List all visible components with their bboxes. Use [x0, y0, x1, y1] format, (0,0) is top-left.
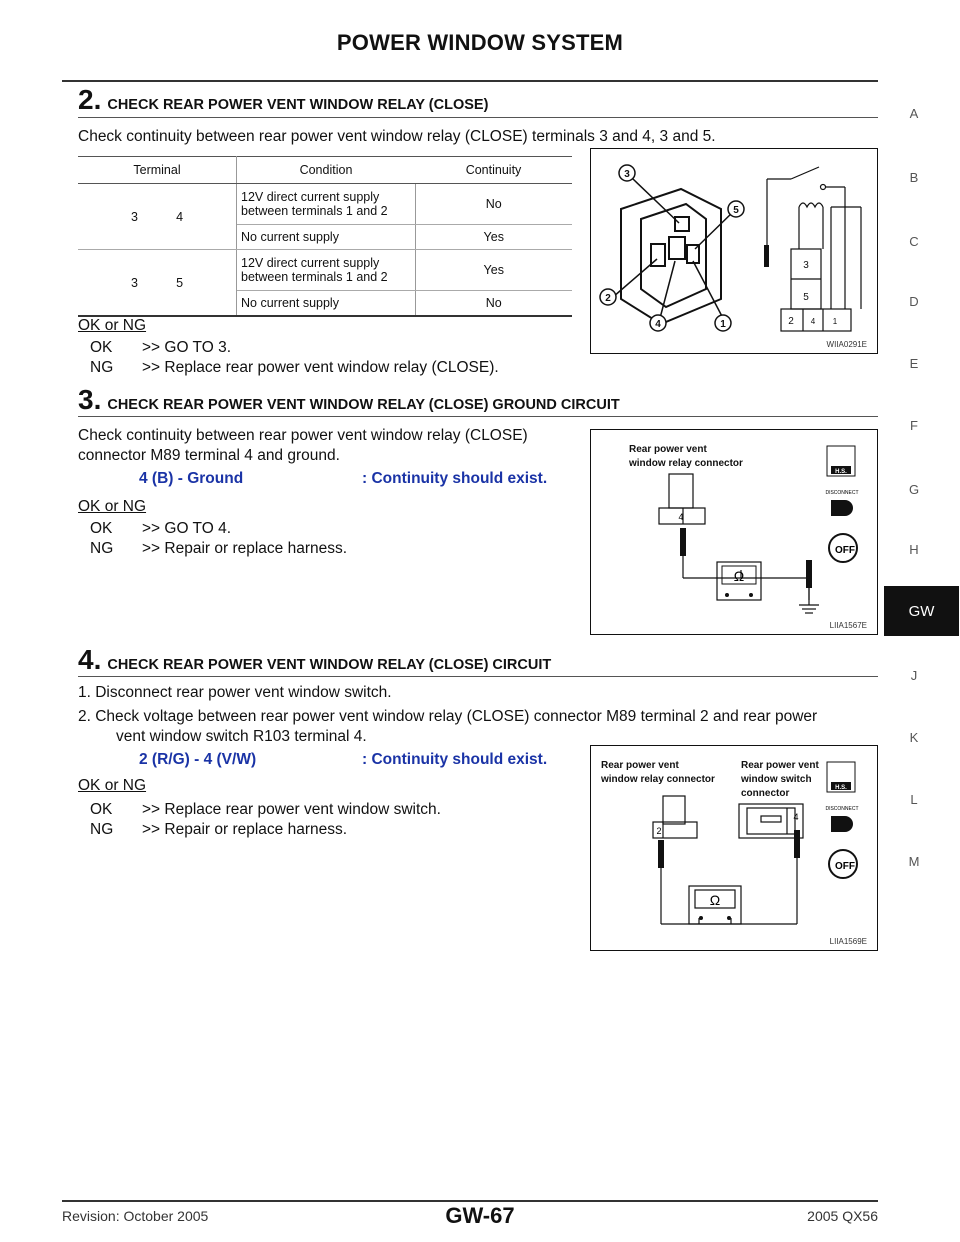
ohmmeter-symbol: Ω [733, 568, 745, 584]
ok-key: OK [90, 339, 113, 356]
side-index-active-gw[interactable]: GW [884, 586, 959, 636]
ground-circuit-diagram [591, 430, 877, 634]
terminal-5: 5 [803, 292, 809, 303]
footer-rule [62, 1200, 878, 1202]
ng-key: NG [90, 359, 114, 376]
step3-title: CHECK REAR POWER VENT WINDOW RELAY (CLOSE) GROUND CIRCUIT [107, 397, 620, 413]
table-cell-condition: No current supply [237, 225, 416, 250]
step3-rule [78, 416, 878, 417]
step3-instruction-line1: Check continuity between rear power vent window relay (CLOSE) [78, 427, 528, 444]
step4-title: CHECK REAR POWER VENT WINDOW RELAY (CLOSE) CIRCUIT [107, 657, 552, 673]
table-row [78, 250, 572, 291]
step4-heading [78, 644, 551, 676]
callout-1: 1 [720, 319, 726, 330]
footer-model: 2005 QX56 [807, 1208, 878, 1224]
circuit-diagram [591, 746, 877, 950]
table-row [78, 184, 572, 225]
side-index-f[interactable]: F [910, 418, 918, 433]
step3-ng-result [90, 540, 347, 558]
step4-ok-result [90, 801, 441, 819]
step2-instruction: Check continuity between rear power vent window relay (CLOSE) terminals 3 and 4, 3 and 5. [78, 128, 716, 145]
relay-terminal-4: 4 [678, 512, 684, 522]
side-index-m[interactable]: M [908, 854, 920, 869]
ng-text: >> Repair or replace harness. [142, 821, 348, 838]
table-cell-terminals [78, 184, 237, 250]
step4-item2-line2: vent window switch R103 terminal 4. [116, 728, 367, 745]
ok-key: OK [90, 520, 113, 537]
switch-terminal-4: 4 [793, 812, 799, 822]
ng-text: >> Replace rear power vent window relay (CLOSE). [142, 359, 499, 376]
step3-spec-pins: 4 (B) - Ground [139, 470, 244, 487]
switch-connector-label-line3: connector [741, 788, 790, 799]
callout-2: 2 [605, 293, 611, 304]
step3-number: 3. [78, 384, 102, 415]
relay-connector-label-line1: Rear power vent [629, 444, 707, 455]
step2-title: CHECK REAR POWER VENT WINDOW RELAY (CLOSE) [107, 97, 489, 113]
side-index-c[interactable]: C [909, 234, 919, 249]
side-index-e[interactable]: E [909, 356, 919, 371]
step4-okng-label: OK or NG [78, 777, 147, 794]
side-index-j[interactable]: J [910, 668, 918, 683]
step4-spec-result: : Continuity should exist. [362, 751, 548, 768]
table-cell-condition: 12V direct current supply between terminals 1 and 2 [237, 250, 416, 291]
terminal-from: 3 [130, 275, 138, 290]
terminal-4: 4 [810, 317, 816, 326]
step4-ng-result [90, 821, 347, 839]
relay-connector-label-line1: Rear power vent [601, 760, 679, 771]
terminal-from: 3 [130, 209, 138, 224]
terminal-1: 1 [832, 317, 838, 326]
relay-figure [590, 148, 878, 354]
ohmmeter-symbol: Ω [709, 892, 721, 908]
ng-key: NG [90, 540, 114, 557]
relay-terminal-2: 2 [656, 826, 662, 836]
terminal-to: 4 [176, 209, 184, 224]
ng-key: NG [90, 821, 114, 838]
table-cell-terminals [78, 250, 237, 317]
side-index-b[interactable]: B [909, 170, 919, 185]
table-cell-continuity: Yes [415, 250, 572, 291]
page-header-title: POWER WINDOW SYSTEM [336, 30, 624, 55]
disconnect-label: DISCONNECT [825, 806, 859, 812]
step4-item1: 1. Disconnect rear power vent window switch. [78, 684, 392, 701]
circuit-figure [590, 745, 878, 951]
side-index-a[interactable]: A [909, 106, 919, 121]
continuity-table [78, 156, 572, 317]
step3-instruction-line2: connector M89 terminal 4 and ground. [78, 447, 340, 464]
table-cell-condition: 12V direct current supply between terminals 1 and 2 [237, 184, 416, 225]
step4-rule [78, 676, 878, 677]
step4-number: 4. [78, 644, 102, 675]
ground-circuit-figure [590, 429, 878, 635]
step3-instruction [78, 426, 578, 466]
table-header-row [78, 157, 572, 184]
step2-ng-result [90, 359, 499, 377]
step3-ok-result [90, 520, 231, 538]
callout-3: 3 [624, 169, 630, 180]
table-header-condition: Condition [237, 157, 416, 184]
step2-number: 2. [78, 84, 102, 115]
side-index-h[interactable]: H [909, 542, 919, 557]
step4-item2-line1: 2. Check voltage between rear power vent window relay (CLOSE) connector M89 terminal 2 and rear power [78, 708, 818, 725]
hs-icon: H.S. [835, 785, 847, 791]
switch-connector-label-line2: window switch [741, 774, 812, 785]
ok-key: OK [90, 801, 113, 818]
terminal-2: 2 [788, 316, 794, 327]
relay-figure-code: WIIA0291E [826, 340, 867, 349]
table-cell-condition: No current supply [237, 291, 416, 317]
terminal-to: 5 [176, 275, 184, 290]
circuit-figure-code: LIIA1569E [829, 937, 867, 946]
step3-spec-result: : Continuity should exist. [362, 470, 548, 487]
side-index-l[interactable]: L [910, 792, 918, 807]
relay-connector-label-line2: window relay connector [629, 458, 743, 469]
terminal-3: 3 [803, 260, 809, 271]
side-index-g[interactable]: G [908, 482, 920, 497]
relay-diagram [591, 149, 877, 353]
table-cell-continuity: No [415, 184, 572, 225]
table-header-terminal: Terminal [78, 157, 237, 184]
step2-ok-result [90, 339, 231, 357]
ok-text: >> Replace rear power vent window switch. [142, 801, 441, 818]
side-index-d[interactable]: D [909, 294, 919, 309]
ng-text: >> Repair or replace harness. [142, 540, 348, 557]
step2-okng-label: OK or NG [78, 317, 147, 334]
step3-okng-label: OK or NG [78, 498, 147, 515]
switch-connector-label-line1: Rear power vent [741, 760, 819, 771]
ignition-off-icon: OFF [835, 861, 855, 872]
table-header-continuity: Continuity [415, 157, 572, 184]
table-cell-continuity: Yes [415, 225, 572, 250]
footer-page-number: GW-67 [445, 1203, 515, 1228]
ok-text[interactable]: >> GO TO 3. [142, 339, 232, 356]
callout-4: 4 [655, 319, 661, 330]
step2-heading [78, 84, 488, 116]
hs-icon: H.S. [835, 469, 847, 475]
step2-rule [78, 117, 878, 118]
table-cell-continuity: No [485, 296, 502, 310]
ground-figure-code: LIIA1567E [829, 621, 867, 630]
header-rule [62, 80, 878, 82]
ignition-off-icon: OFF [835, 545, 855, 556]
step3-heading [78, 384, 620, 416]
callout-5: 5 [733, 205, 739, 216]
ok-text[interactable]: >> GO TO 4. [142, 520, 232, 537]
disconnect-label: DISCONNECT [825, 490, 859, 496]
step4-spec-pins: 2 (R/G) - 4 (V/W) [139, 751, 257, 768]
side-index-k[interactable]: K [909, 730, 919, 745]
relay-connector-label-line2: window relay connector [601, 774, 715, 785]
footer-revision: Revision: October 2005 [62, 1208, 209, 1224]
